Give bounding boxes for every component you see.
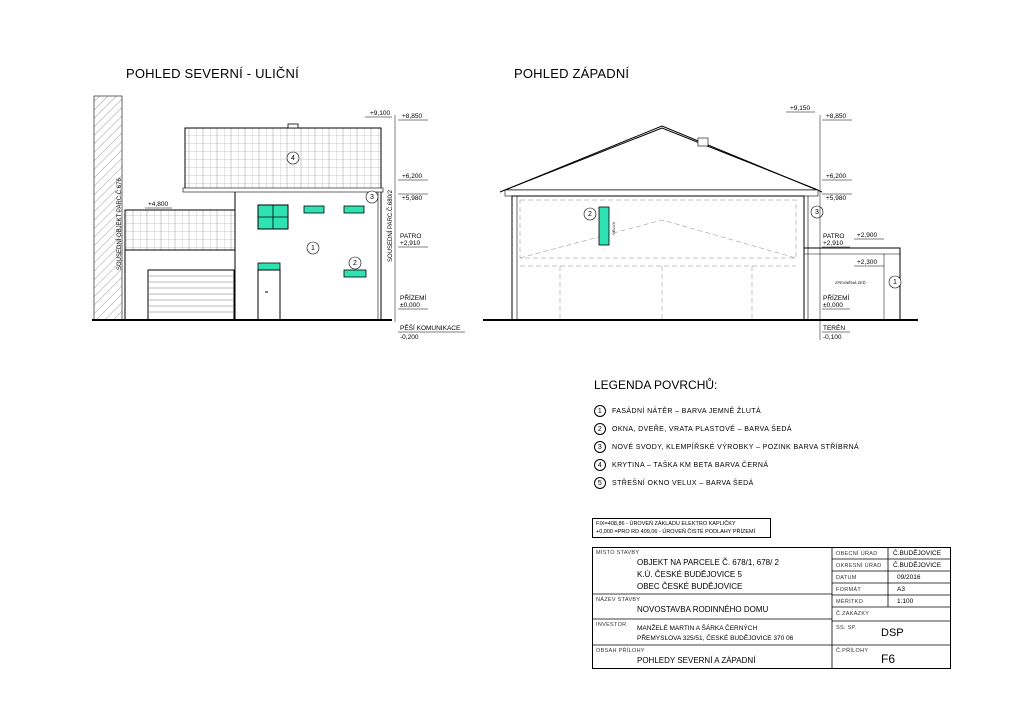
- level-note-line1: FIX=408,86 - ÚROVEŇ ZÁKLADU ELEKTRO KAPLIČKY: [596, 521, 736, 527]
- legend-item: [594, 403, 761, 419]
- west-marker-3: 3: [815, 209, 819, 216]
- north-prizemi-label: PŘÍZEMÍ: [400, 295, 427, 302]
- sidewalk-label: PĚŠÍ KOMUNIKACE: [400, 325, 461, 332]
- meritko-value: 1:100: [897, 598, 914, 605]
- legend-item: [594, 439, 859, 455]
- prilohy-value: F6: [881, 652, 896, 666]
- misto-line2: K.Ú. ČESKÉ BUDĚJOVICE 5: [637, 570, 742, 579]
- misto-line3: OBEC ČESKÉ BUDĚJOVICE: [637, 582, 743, 591]
- okresni-label: OKRESNÍ ÚŘAD: [836, 563, 882, 569]
- west-patro-level: +2,910: [823, 240, 844, 247]
- annex-level: +2,300: [857, 259, 878, 266]
- west-marker-2: 2: [588, 211, 592, 218]
- velux-label: VELUX: [611, 221, 616, 235]
- okresni-value: Č.BUDĚJOVICE: [893, 562, 942, 569]
- north-marker-2: 2: [353, 260, 357, 267]
- investor-label: INVESTOR: [596, 622, 627, 628]
- obecni-value: Č.BUDĚJOVICE: [893, 550, 942, 557]
- entrance-door: [258, 270, 280, 320]
- legend-num: 5: [594, 477, 606, 489]
- meritko-label: MĚŘÍTKO: [836, 599, 864, 605]
- north-marker-1: 1: [311, 245, 315, 252]
- west-level-eaves: +5,980: [826, 195, 847, 202]
- level-note-box: [592, 518, 771, 538]
- legend-text: NOVÉ SVODY, KLEMPÍŘSKÉ VÝROBKY – POZINK BARVA STŘÍBRNÁ: [612, 443, 860, 451]
- teren-label: TERÉN: [823, 325, 846, 332]
- window-small-1: [304, 206, 324, 213]
- garage-roof: [125, 210, 235, 250]
- legend-text: KRYTINA – TAŠKA KM BETA BARVA ČERNÁ: [612, 461, 769, 469]
- format-value: A3: [897, 586, 905, 593]
- legend-text: FASÁDNÍ NÁTĚR – BARVA JEMNĚ ŽLUTÁ: [612, 407, 762, 415]
- misto-line1: OBJEKT NA PARCELE Č. 678/1, 678/ 2: [637, 558, 779, 567]
- investor-line1: MANŽELÉ MARTIN A ŠÁRKA ČERNÝCH: [637, 625, 758, 632]
- zakazky-label: Č.ZAKÁZKY: [836, 611, 870, 617]
- north-patro-label: PATRO: [400, 233, 422, 240]
- legend-num: 3: [594, 441, 606, 453]
- garage-door: [148, 270, 234, 320]
- datum-label: DATUM: [836, 575, 857, 581]
- annex-note: ZPEVNĚNÁ ZEĎ: [835, 280, 866, 285]
- legend-text: STŘEŠNÍ OKNO VELUX – BARVA ŠEDÁ: [612, 479, 754, 487]
- legend-text: OKNA, DVEŘE, VRATA PLASTOVÉ – BARVA ŠEDÁ: [612, 425, 792, 433]
- north-patro-level: +2,910: [400, 240, 421, 247]
- west-roof-gable: [505, 128, 818, 190]
- neighbour-left-label: SOUSEDNÍ OBJEKT PARC.Č.676: [117, 178, 123, 270]
- window-small-3: [344, 270, 366, 277]
- sidewalk-level: -0,200: [400, 334, 419, 341]
- legend-num: 2: [594, 423, 606, 435]
- north-marker-4: 4: [291, 155, 295, 162]
- north-marker-3: 3: [370, 194, 374, 201]
- ridge-vent: [288, 124, 298, 128]
- neighbour-right-label: SOUSEDNÍ PARC.Č.680/2: [388, 190, 394, 262]
- north-view-title: POHLED SEVERNÍ - ULIČNÍ: [126, 66, 299, 81]
- title-block: [592, 547, 951, 669]
- garage-level: +4,800: [148, 201, 169, 208]
- level-note-line2: +0,000 =PRO RD 409,06 - ÚROVEŇ ČISTÉ PODLAHY PŘÍZEMÍ: [596, 529, 756, 535]
- west-view-title: POHLED ZÁPADNÍ: [514, 66, 630, 81]
- north-level-eaves: +5,980: [402, 195, 423, 202]
- west-level-ridge: +8,850: [826, 113, 847, 120]
- obsah-label: OBSAH PŘÍLOHY: [596, 648, 645, 654]
- datum-value: 09/2016: [897, 574, 921, 581]
- door-transom: [258, 263, 280, 270]
- obsah-value: POHLEDY SEVERNÍ A ZÁPADNÍ: [637, 656, 756, 665]
- nazev-value: NOVOSTAVBA RODINNÉHO DOMU: [637, 605, 769, 614]
- sp-value: DSP: [881, 627, 904, 639]
- legend-item: [594, 475, 754, 491]
- west-elevation: [483, 105, 918, 341]
- annex-top-level: +2,900: [857, 232, 878, 239]
- north-level-eaves-top: +6,200: [402, 173, 423, 180]
- legend-num: 1: [594, 405, 606, 417]
- velux-window: [599, 207, 609, 245]
- west-level-ridge-top: +9,150: [790, 105, 811, 112]
- west-marker-1: 1: [893, 279, 897, 286]
- north-prizemi-level: ±0,000: [400, 302, 420, 309]
- legend-item: [594, 421, 792, 437]
- misto-label: MÍSTO STAVBY: [596, 550, 640, 556]
- legend-item: [594, 457, 768, 473]
- west-patro-label: PATRO: [823, 233, 845, 240]
- nazev-label: NÁZEV STAVBY: [596, 597, 641, 603]
- investor-line2: PŘEMYSLOVA 325/51, ČESKÉ BUDĚJOVICE 370 06: [637, 635, 794, 642]
- prilohy-label: Č.PŘÍLOHY: [836, 648, 869, 654]
- north-elevation: [92, 96, 465, 341]
- west-prizemi-label: PŘÍZEMÍ: [823, 295, 850, 302]
- obecni-label: OBECNÍ ÚŘAD: [836, 551, 878, 557]
- sp-label: SS. SP.: [836, 625, 857, 631]
- west-level-eaves-top: +6,200: [826, 173, 847, 180]
- window-small-2: [344, 206, 364, 213]
- legend-num: 4: [594, 459, 606, 471]
- north-level-ridge: +8,850: [402, 113, 423, 120]
- legend-title: LEGENDA POVRCHŮ:: [594, 378, 718, 392]
- west-prizemi-level: ±0,000: [823, 302, 843, 309]
- north-level-ridge-top: +9,100: [370, 110, 391, 117]
- teren-level: -0,100: [823, 334, 842, 341]
- format-label: FORMÁT: [836, 587, 862, 593]
- north-roof: [185, 128, 381, 190]
